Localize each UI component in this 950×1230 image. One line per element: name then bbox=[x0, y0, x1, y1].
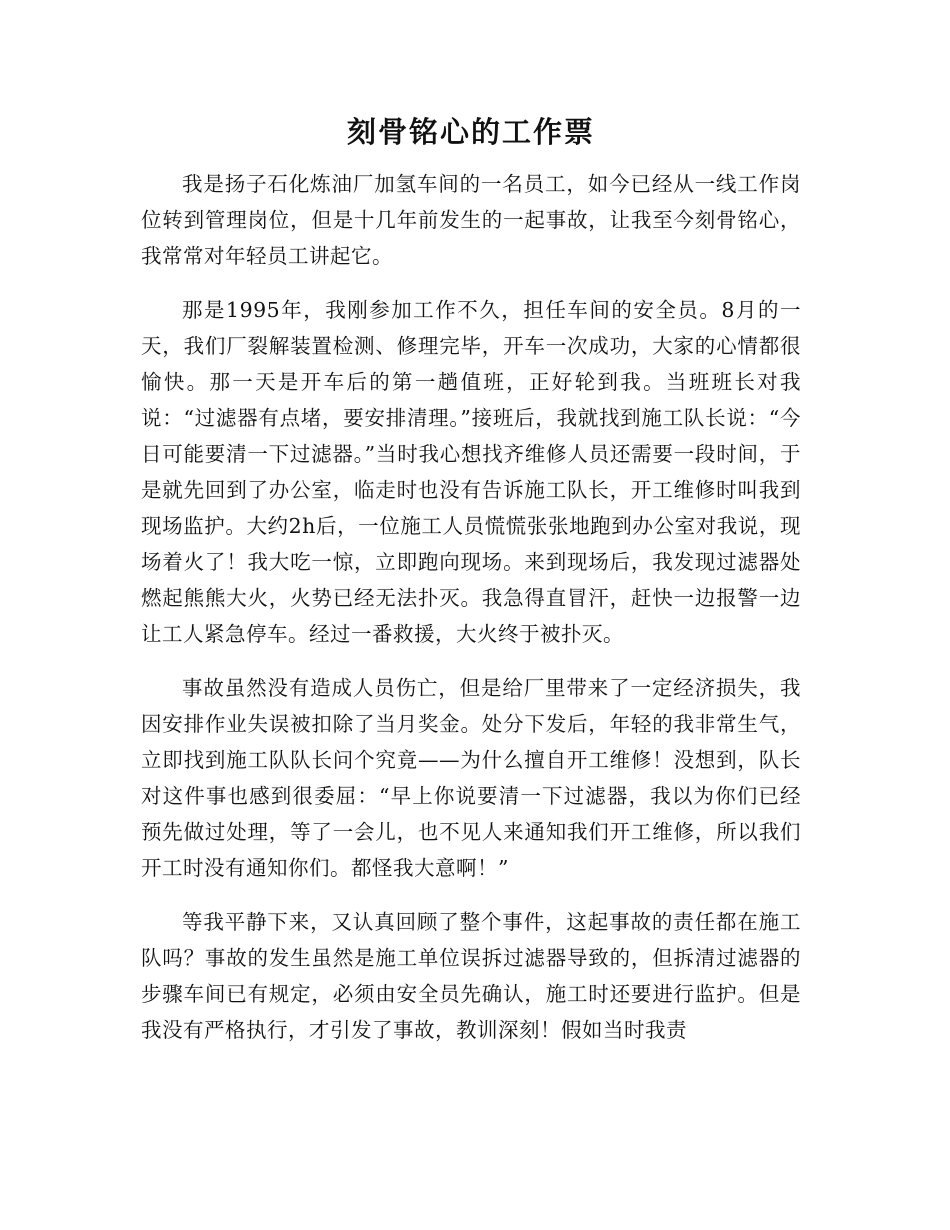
paragraph-2: 那是1995年，我刚参加工作不久，担任车间的安全员。8月的一天，我们厂裂解装置检测、修理完毕，开车一次成功，大家的心情都很愉快。那一天是开车后的第一趟值班，正好轮到我。当班班长对我说：“过滤器有点堵，要安排清理。”接班后，我就找到施工队长说：“今日可能要清一下过滤器。”当时我心想找齐维修人员还需要一段时间，于是就先回到了办公室，临走时也没有告诉施工队长，开工维修时叫我到现场监护。大约2h后，一位施工人员慌慌张张地跑到办公室对我说，现场着火了！我大吃一惊，立即跑向现场。来到现场后，我发现过滤器处燃起熊熊大火，火势已经无法扑灭。我急得直冒汗，赶快一边报警一边让工人紧急停车。经过一番救援，大火终于被扑灭。 bbox=[141, 298, 801, 646]
document-body bbox=[141, 112, 801, 1066]
paragraph-1: 我是扬子石化炼油厂加氢车间的一名员工，如今已经从一线工作岗位转到管理岗位，但是十几年前发生的一起事故，让我至今刻骨铭心，我常常对年轻员工讲起它。 bbox=[141, 172, 801, 268]
paragraph-3: 事故虽然没有造成人员伤亡，但是给厂里带来了一定经济损失，我因安排作业失误被扣除了当月奖金。处分下发后，年轻的我非常生气，立即找到施工队队长问个究竟——为什么擅自开工维修！没想到，队长对这件事也感到很委屈：“早上你说要清一下过滤器，我以为你们已经预先做过处理，等了一会儿，也不见人来通知我们开工维修，所以我们开工时没有通知你们。都怪我大意啊！” bbox=[141, 676, 801, 880]
document-title: 刻骨铭心的工作票 bbox=[346, 115, 595, 149]
paragraph-4: 等我平静下来，又认真回顾了整个事件，这起事故的责任都在施工队吗？事故的发生虽然是施工单位误拆过滤器导致的，但拆清过滤器的步骤车间已有规定，必须由安全员先确认，施工时还要进行监护。但是我没有严格执行，才引发了事故，教训深刻！假如当时我责 bbox=[141, 910, 801, 1042]
